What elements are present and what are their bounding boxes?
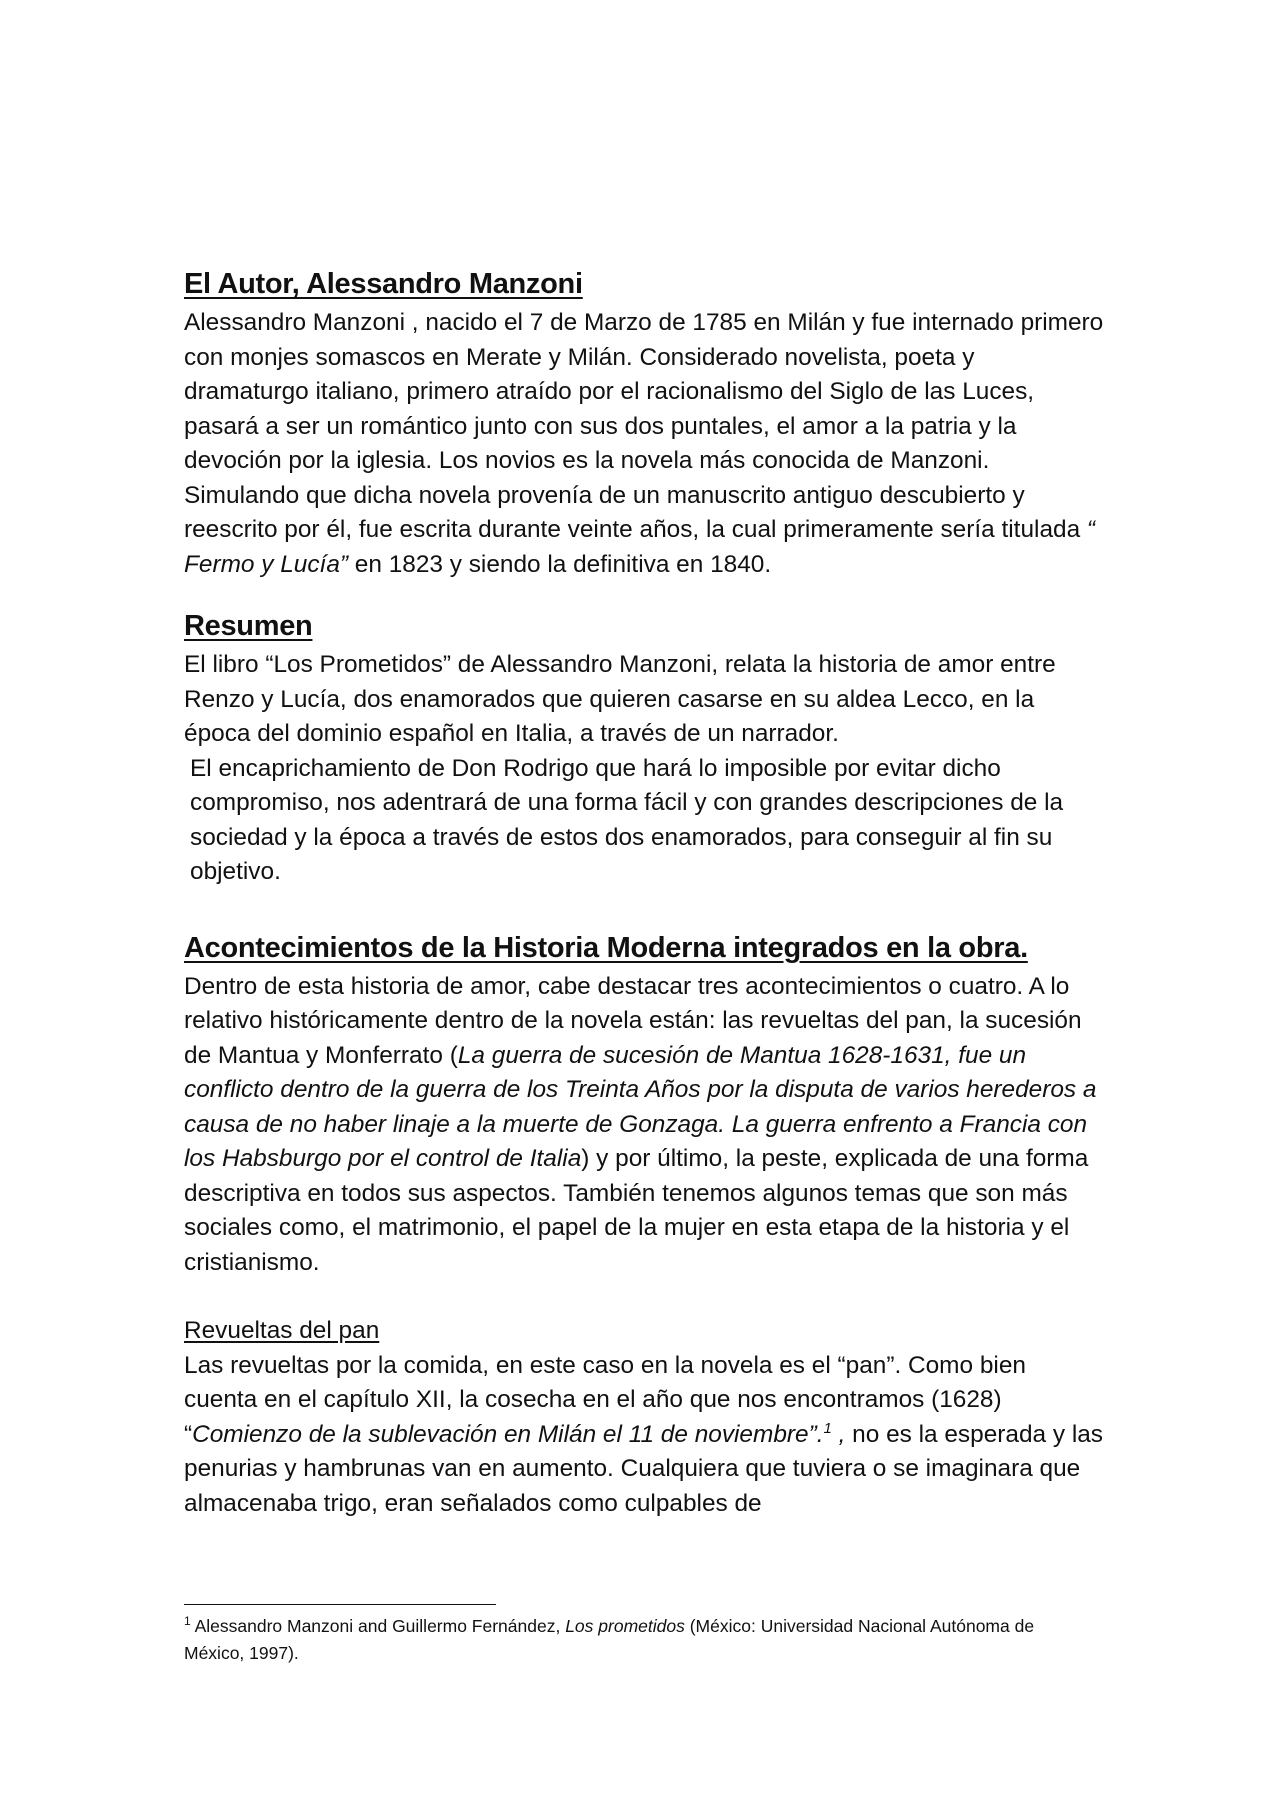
section-bread-riots xyxy=(184,1314,1104,1521)
events-italic-note: La guerra de sucesión de Mantua 1628-1631, fue un conflicto dentro de la guerra de los Treinta Años por la disputa de varios herederos a causa de no haber linaje a la muerte de Gonzaga. La guerra enfrento a Francia con los Habsburgo por el control de Italia xyxy=(184,1041,1097,1172)
bread-riots-italic-quote: Comienzo de la sublevación en Milán el 11 de noviembre”. xyxy=(192,1420,824,1448)
author-text-b: en 1823 y siendo la definitiva en 1840. xyxy=(348,550,772,578)
author-text-a: Alessandro Manzoni , nacido el 7 de Marzo de 1785 en Milán y fue internado primero con monjes somascos en Merate y Milán. Considerado novelista, poeta y dramaturgo italiano, primero atraído por el racionalismo del Siglo de las Luces, pasará a ser un romántico junto con sus dos puntales, el amor a la patria y la devoción por la iglesia. Los novios es la novela más conocida de Manzoni. Simulando que dicha novela provenía de un manuscrito antiguo descubierto y reescrito por él, fue escrita durante veinte años, la cual primeramente sería titulada xyxy=(184,309,1104,543)
summary-paragraph-1: El libro “Los Prometidos” de Alessandro Manzoni, relata la historia de amor entre Renzo y Lucía, dos enamorados que quieren casarse en su aldea Lecco, en la época del dominio español en Italia, a través de un narrador. xyxy=(184,651,1056,747)
bread-riots-text-a: Las revueltas por la comida, en este caso en la novela es el “pan”. Como bien cuenta en el capítulo XII, la cosecha en el año que nos encontramos (1628) “ xyxy=(184,1351,1026,1448)
bread-riots-italic-comma: , xyxy=(831,1420,846,1448)
section-events xyxy=(184,928,1104,1281)
author-heading: El Autor, Alessandro Manzoni xyxy=(184,268,583,300)
footnote-separator xyxy=(184,1604,496,1605)
events-paragraph xyxy=(184,970,1104,1281)
events-heading: Acontecimientos de la Historia Moderna integrados en la obra. xyxy=(184,931,1028,964)
footnote-italic-title: Los prometidos xyxy=(565,1616,685,1636)
events-text-a: Dentro de esta historia de amor, cabe destacar tres acontecimientos o cuatro. A lo relativo históricamente dentro de la novela están: las revueltas del pan, la sucesión de Mantua y Monferrato ( xyxy=(184,972,1082,1069)
footnote-number: 1 xyxy=(184,1614,191,1629)
section-summary xyxy=(184,606,1104,890)
summary-paragraph-2: El encaprichamiento de Don Rodrigo que hará lo imposible por evitar dicho compromiso, nos adentrará de una forma fácil y con grandes descripciones de la sociedad y la época a través de estos dos enamorados, para conseguir al fin su objetivo. xyxy=(190,754,1064,885)
bread-riots-subheading: Revueltas del pan xyxy=(184,1317,380,1344)
bread-riots-text-b: no es la esperada y las penurias y hambrunas van en aumento. Cualquiera que tuviera o se imaginara que almacenaba trigo, eran señalados como culpables de xyxy=(184,1420,1104,1517)
footnote-text-a: Alessandro Manzoni and Guillermo Fernández, xyxy=(190,1616,566,1636)
footnote-reference[interactable]: 1 xyxy=(823,1419,832,1437)
bread-riots-paragraph xyxy=(184,1349,1104,1522)
section-author xyxy=(184,264,1104,582)
document-body xyxy=(184,264,1104,1521)
events-text-b: ) y por último, la peste, explicada de una forma descriptiva en todos sus aspectos. También tenemos algunos temas que son más sociales como, el matrimonio, el papel de la mujer en esta etapa de la historia y el cristianismo. xyxy=(184,1145,1089,1276)
author-italic-title: “ Fermo y Lucía” xyxy=(184,516,1096,578)
author-paragraph xyxy=(184,306,1104,582)
footnote xyxy=(184,1613,1084,1667)
summary-heading: Resumen xyxy=(184,610,313,642)
footnote-text-b: (México: Universidad Nacional Autónoma de México, 1997). xyxy=(184,1616,1035,1663)
